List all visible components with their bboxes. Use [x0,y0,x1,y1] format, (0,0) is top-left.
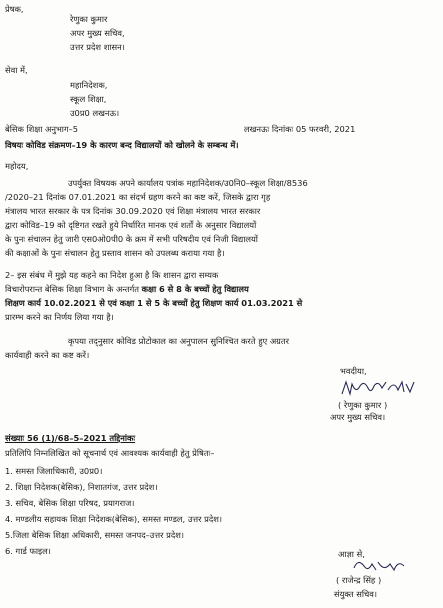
closing-bhavdiya: भवदीया, [340,366,367,376]
footer-name: ( राजेन्द्र सिंह ) [336,575,382,585]
signature-1 [338,376,418,400]
para2-line [5,284,249,294]
sender-designation: अपर मुख्य सचिव, [70,28,125,38]
para2-bold-line: शिक्षण कार्य 10.02.2021 से एवं कक्षा 1 से 5 के बच्चों हेतु शिक्षण कार्य 01.03.2021 से [5,298,303,308]
closing-designation: अपर मुख्य सचिव। [330,412,386,422]
salutation: महोदय, [5,161,29,171]
copy-item: 3. सचिव, बेसिक शिक्षा परिषद, प्रयागराज। [5,498,135,508]
para1-line: मंत्रालय भारत सरकार के पत्र दिनांक 30.09.2020 एवं शिक्षा मंत्रालय भारत सरकार [5,206,261,216]
recipient-line2: स्कूल शिक्षा, [70,94,107,104]
para2-bold: कक्षा 6 से 8 के बच्चों हेतु विद्यालय [141,284,249,294]
recipient-line1: महानिदेशक, [70,80,108,90]
copy-intro: प्रतिलिपि निम्नलिखित को सूचनार्थ एवं आवश्यक कार्यवाही हेतु प्रेषितः– [5,448,215,458]
para2-text: विचारोपरान्त बेसिक शिक्षा विभाग के अन्तर्गत [5,284,142,294]
copy-item: 4. मण्डलीय सहायक शिक्षा निदेशक(बेसिक), समस्त मण्डल, उत्तर प्रदेश। [5,514,223,524]
para1-line: के पुनः संचालन हेतु जारी एस0ओ0पी0 के क्रम में सभी परिषदीय एवं निजी विद्यालयों [5,234,258,244]
closing-name: ( रेणुका कुमार ) [338,400,388,410]
sender-office: उत्तर प्रदेश शासन। [70,42,125,52]
signature-2 [350,556,410,574]
copy-item: 5.जिला बेसिक शिक्षा अधिकारी, समस्त जनपद–उत्तर प्रदेश। [5,530,185,540]
para2-line: प्रारम्भ करने का निर्णय लिया गया है। [5,312,114,322]
copy-item: 6. गार्ड फाइल। [5,546,51,556]
letter-date: लखनऊः दिनांकः 05 फरवरी, 2021 [244,124,356,134]
to-label: सेवा में, [5,65,28,75]
copy-item: 1. समस्त जिलाधिकारी, उ0प्र0। [5,466,103,476]
footer-designation: संयुक्त सचिव। [334,589,378,599]
subject-line: विषयः कोविड संक्रमण–19 के कारण बन्द विद्यालयों को खोलने के सम्बन्ध में। [5,140,239,150]
para3-line: कार्यवाही करने का कष्ट करें। [5,350,90,360]
para1-line: /2020–21 दिनांक 07.01.2021 का संदर्भ ग्रहण करने का कष्ट करें, जिसके द्वारा गृह [5,192,271,202]
para1-line: द्वारा कोविड–19 को दृष्टिगत रखते हुये निर्धारित मानक एवं शर्तों के अनुसार विद्यालयों [5,220,257,230]
copy-item: 2. शिक्षा निदेशक(बेसिक), निशातगंज, उत्तर प्रदेश। [5,482,158,492]
para2-line: 2– इस संबंध में मुझे यह कहने का निदेश हुआ है कि शासन द्वारा सम्यक [5,270,219,280]
para1-line: उपर्युक्त विषयक अपने कार्यालय पत्रांक महानिदेशक/उ0नि0–स्कूल शिक्षा/8536 [68,178,308,188]
footer-aagya: आज्ञा से, [338,549,365,559]
para3-line: कृपया तद्नुसार कोविड प्रोटोकाल का अनुपालन सुनिश्चित करते हुए अग्रतर [68,336,289,346]
copy-number: संख्याः 56 (1)/68–5–2021 तद्दिनांकः [5,433,136,443]
para1-line: की कक्षाओं के पुनः संचालन हेतु प्रस्ताव शासन को उपलब्ध कराया गया है। [5,248,225,258]
from-label: प्रेषक, [5,4,24,14]
sender-name: रेणुका कुमार [70,14,108,24]
recipient-line3: उ0प्र0 लखनऊ। [70,108,120,118]
section-name: बेसिक शिक्षा अनुभाग–5 [5,124,79,134]
